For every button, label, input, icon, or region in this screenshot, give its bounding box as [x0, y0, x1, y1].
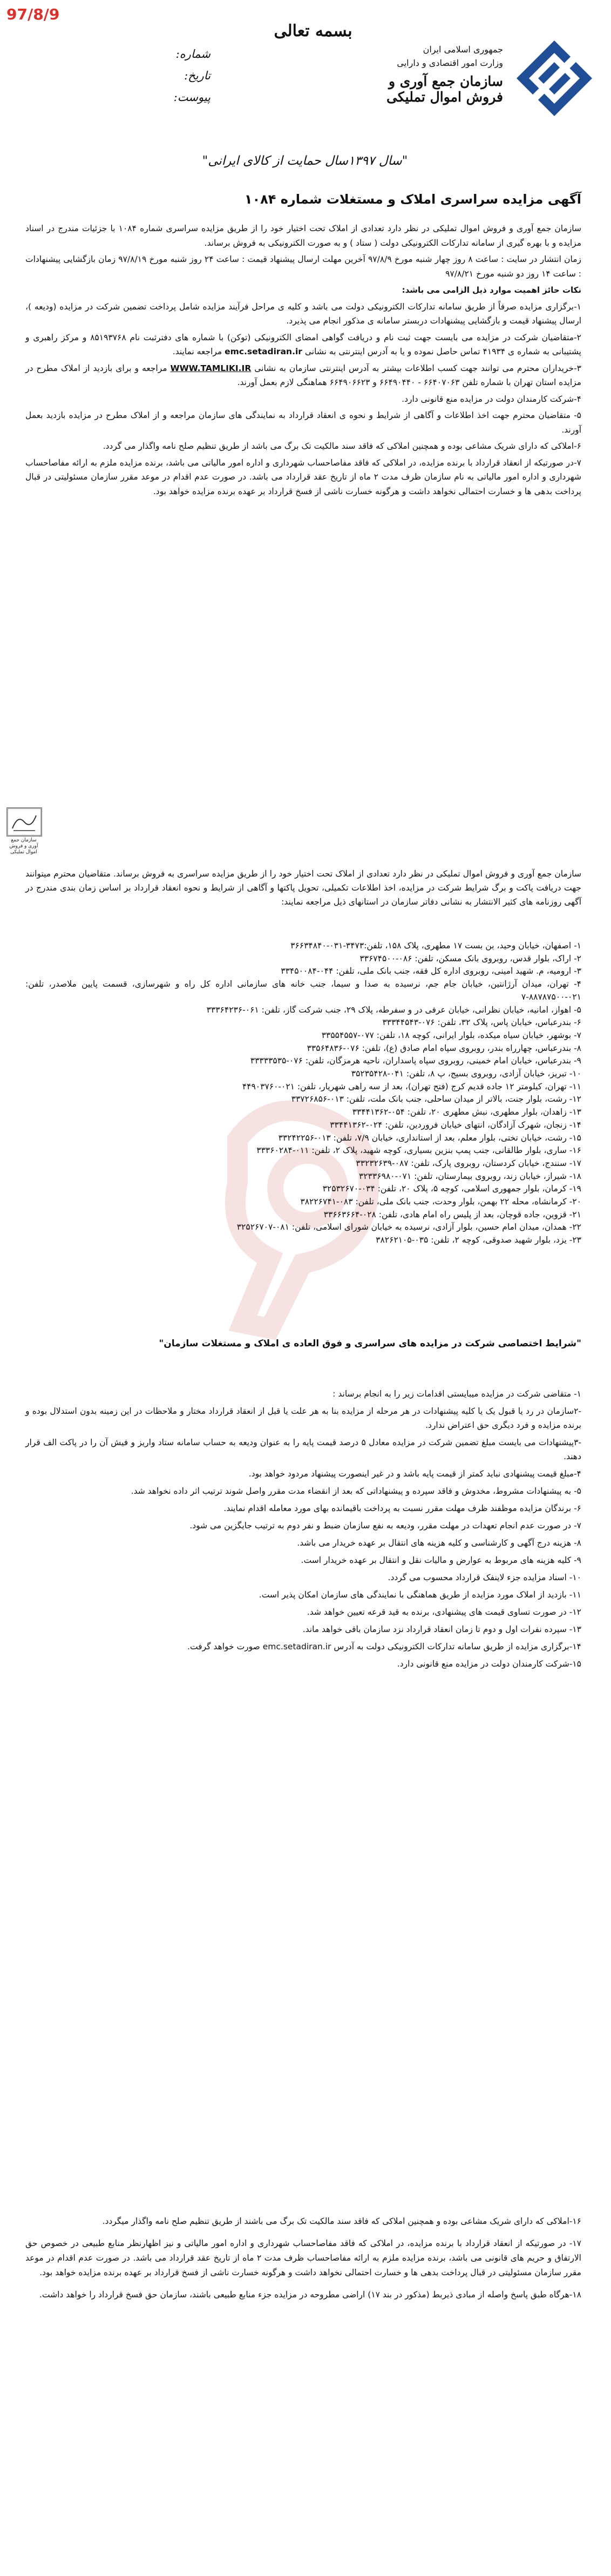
organization-logo-icon [514, 38, 595, 119]
organization-name-block [368, 44, 503, 105]
office-address-item: ۲۱- قزوین، جاده قوچان، بعد از پلیس راه امام هادی، تلفن: ۰۲۸-۳۳۶۶۳۶۶۴ [323, 1209, 581, 1219]
body-paragraph: سازمان جمع آوری و فروش اموال تملیکی در نظر دارد تعدادی از املاک تحت اختیار خود را از طریق مزایده سراسری شماره ۱۰۸۴ با جزئیات مندرج در اسناد مزایده و با بهره گیری از سامانه تدارکات الکترونیکی دولت ( ستاد ) و به صورت الکترونیکی به فروش برساند. [25, 224, 582, 248]
note-item: ۴-شرکت کارمندان دولت در مزایده منع قانونی دارد. [402, 394, 581, 404]
note-item [25, 331, 581, 359]
condition-item: ۱۱- بازدید از املاک مورد مزایده از طریق هماهنگی با نمایندگی های سازمان امکان پذیر است. [259, 1590, 581, 1600]
office-address-item: ۴- تهران، میدان آرژانتین، خیابان جام جم، نرسیده به صدا و سیما، جنب خانه های سازمانی اداره کل راه و شهرسازی، قسمت پایین ملاصدر، تلفن: ۰۲۱-۸۸۷۸۷۵۰۰-۷ [25, 979, 581, 1002]
organization-header [368, 32, 595, 135]
note-text: مراجعه و برای بازدید از املاک مطرح در مزایده استان تهران با شماره تلفن ۶۶۴۰۷۰۶۳ - ۶۶۴۹۰۴۴۰ و ۶۶۴۹۰۶۶۲۳ هماهنگی لازم بعمل آورند. [25, 363, 581, 387]
note-text: مراجعه نمایند. [172, 347, 222, 356]
announcement-body [25, 221, 581, 501]
office-address-item: ۲۰- کرمانشاه، محله ۲۲ بهمن، بلوار وحدت، جنب بانک ملی، تلفن: ۰۸۳-۳۸۲۲۶۷۴۱ [300, 1197, 581, 1207]
letter-number-label: شماره: [175, 48, 211, 60]
office-address-item: ۳- ارومیه، م. شهید امینی، روبروی اداره کل فقه، جنب بانک ملی، تلفن: ۰۴۴-۳۳۴۵۰۰۸۴ [281, 966, 581, 976]
condition-item: ۱۷- در صورتیکه از انعقاد قرارداد با برنده مزایده، در املاکی که فاقد مفاصاحساب شهرداری و اداره امور مالیاتی و نیز اظهارنظر منابع طبیعی در خصوص حق الارتفاق و حریم های قانونی می باشد، برنده مزایده ملزم به ارائه مفاصاحساب ظرف مدت ۲ ماه از تاریخ عقد قرارداد می باشد. در صورت عدم اقدام در موعد مقرر سازمان مسئولیتی در قبال پرداخت بدهی ها و خسارت احتمالی نخواهد داشت و هرگونه خسارت ناشی از فسخ قرارداد بر عهده برنده مزایده خواهد بود. [25, 2238, 581, 2277]
additional-conditions-list [25, 2214, 581, 2310]
office-address-item: ۱۲- رشت، بلوار جنت، بالاتر از میدان ساحلی، جنب بانک ملت، تلفن: ۰۱۳-۳۳۷۲۶۸۵۶ [291, 1094, 581, 1104]
letter-date-label: تاریخ: [184, 69, 211, 82]
office-address-item: ۶- بندرعباس، خیابان پاس، پلاک ۳۲، تلفن: ۰۷۶-۳۳۳۴۴۵۴۳ [382, 1017, 581, 1028]
office-address-item: ۱۰- تبریز، خیابان آزادی، روبروی بسیج، پ ۸، تلفن: ۰۴۱-۳۵۲۳۵۴۲۸ [351, 1069, 581, 1079]
note-item: ۵- متقاضیان محترم جهت اخذ اطلاعات و آگاهی از شرایط و نحوه ی انعقاد قرارداد به نمایندگی های سازمان مراجعه و از املاک مطرح در مزایده بازدید بعمل آورند. [25, 410, 581, 435]
basmala-heading: بسمه تعالی [274, 22, 352, 41]
condition-item: ۱۵-شرکت کارمندان دولت در مزایده منع قانونی دارد. [397, 1659, 581, 1669]
office-address-item: ۹- بندرعباس، خیابان امام خمینی، روبروی سپاه پاسداران، ناحیه هرمزگان، تلفن: ۰۷۶-۳۳۳۳۳۵۳۵ [250, 1056, 581, 1066]
condition-item: ۶- برندگان مزایده موظفند ظرف مهلت مقرر نسبت به پرداخت باقیمانده بهای مورد معامله اقدام نمایند. [223, 1503, 581, 1513]
corner-date: 97/8/9 [6, 5, 60, 23]
condition-item: ۱۲- در صورت تساوی قیمت های پیشنهادی، برنده به قید قرعه تعیین خواهد شد. [307, 1607, 581, 1617]
office-address-item: ۸- بندرعباس، چهارراه بندر، روبروی سپاه امام صادق (ع)، تلفن: ۰۷۶-۳۳۵۶۴۸۳۶ [307, 1043, 581, 1053]
body-paragraph: زمان انتشار در سایت : ساعت ۸ روز چهار شنبه مورخ ۹۷/۸/۹ آخرین مهلت ارسال پیشنهاد قیمت : ساعت ۲۴ روز شنبه مورخ ۹۷/۸/۱۹ زمان بازگشایی پیشنهادات : ساعت ۱۴ روز دو شنبه مورخ ۹۷/۸/۲۱ [25, 254, 581, 279]
condition-item: ۱۶-املاکی که دارای شریک مشاعی بوده و همچنین املاکی که فاقد سند مالکیت تک برگ می باشند از طریق تنظیم صلح نامه واگذار میگردد. [102, 2216, 581, 2226]
note-item [25, 361, 581, 390]
condition-item: -۳پیشنهادات می بایست مبلغ تضمین شرکت در مزایده معادل ۵ درصد قیمت پایه را به عنوان ودیعه به حساب سامانه ستاد واریز و فیش آن را در پاکت الف قرار دهند. [25, 1438, 582, 1461]
office-address-item: ۱۸- شیراز، خیابان زند، روبروی بیمارستان، تلفن: ۰۷۱-۳۲۳۳۶۹۸۰ [359, 1171, 581, 1181]
office-address-item: ۱- اصفهان، خیابان وحید، بن بست ۱۷ مطهری، پلاک ۱۵۸، تلفن:۳۴۷۳-۰۳۱-۳۶۶۳۴۸۴۰ [290, 941, 581, 950]
condition-item: -۲سازمان در رد یا قبول یک یا کلیه پیشنهادات در هر مرحله از مزایده بنا به هر علت یا قبل از انعقاد قرارداد مختار و ملاحظات در این زمینه بدون استدلال بوده و برنده مزایده و فرد دیگری حق اعتراض ندارد. [25, 1406, 581, 1430]
announcement-title: آگهی مزایده سراسری املاک و مستغلات شماره ۱۰۸۴ [244, 192, 581, 207]
special-conditions-title: "شرایط اختصاصی شرکت در مزایده های سراسری و فوق العاده ی املاک و مستغلات سازمان" [159, 1338, 581, 1349]
office-address-list [25, 940, 581, 1247]
stamp-logo-text: سازمان جمع آوری و فروش اموال تملیکی [9, 838, 38, 855]
special-conditions-list [25, 1387, 581, 1674]
condition-item: ۹- کلیه هزینه های مربوط به عوارض و مالیات نقل و انتقال بر عهده خریدار است. [301, 1555, 581, 1565]
office-address-item: ۲۲- همدان، میدان امام حسین، بلوار آزادی، نرسیده به خیابان شورای اسلامی، تلفن: ۰۸۱-۳۲۵۲۶۷۰۷ [236, 1222, 581, 1232]
office-address-item: ۱۶- ساری، بلوار طالقانی، جنب پمپ بنزین بسیاری، کوچه شهید، پلاک ۲، تلفن: ۰۱۱-۳۳۳۶۰۲۸۴ [256, 1145, 581, 1156]
note-item: ۱-برگزاری مزایده صرفاً از طریق سامانه تدارکات الکترونیکی دولت می باشد و کلیه ی مراحل فرآیند مزایده شامل پرداخت تضمین شرکت در مزایده (ودیعه )، ارسال پیشنهاد قیمت و بازگشایی پیشنهادات دربستر سامانه ی مذکور انجام می پذیرد. [25, 301, 581, 326]
year-motto: "سال ۱۳۹۷سال حمایت از کالای ایرانی" [202, 154, 408, 168]
condition-item: ۷- در صورت عدم انجام تعهدات در مهلت مقرر، ودیعه به نفع سازمان ضبط و نفر دوم به ترتیب جایگزین می شود. [189, 1521, 581, 1530]
condition-item: ۴-مبلغ قیمت پیشنهادی نباید کمتر از قیمت پایه باشد و در غیر اینصورت پیشنهاد مردود خواهد بود. [248, 1469, 581, 1479]
org-line-ministry: وزارت امور اقتصادی و دارایی [397, 58, 503, 68]
condition-item: ۱۰- اسناد مزایده جزء لاینفک قرارداد محسوب می گردد. [388, 1573, 581, 1582]
stamp-logo-icon [6, 807, 42, 837]
condition-item: ۱۳- سپرده نفرات اول و دوم تا زمان انعقاد قرارداد نزد سازمان باقی خواهد ماند. [302, 1624, 581, 1634]
letter-meta-fields [103, 43, 211, 108]
office-address-item: ۱۵- رشت، خیابان تختی، بلوار معلم، بعد از استانداری، خیابان ۷/۹، تلفن: ۰۱۳-۳۳۲۴۲۲۵۶ [278, 1132, 581, 1143]
condition-item: ۱۸-هرگاه طبق پاسخ واصله از مبادی ذیربط (مذکور در بند ۱۷) اراضی مطروحه در مزایده جزء منابع طبیعی باشند، سازمان حق فسخ قرارداد را خواهد داشت. [39, 2290, 581, 2299]
office-address-item: ۵- اهواز، امانیه، خیابان نظرانی، خیابان عرفی در و سفرطه، پلاک ۲۹، جنب شرکت گاز، تلفن: ۰۶۱-۳۳۳۶۴۲۳۶ [206, 1004, 581, 1015]
org-line-republic: جمهوری اسلامی ایران [423, 44, 503, 55]
note-text: ۲-متقاضیان شرکت در مزایده می بایست جهت ثبت نام و دریافت گواهی امضای الکترونیکی (توکن) با شماره های دفترثبت نام ۸۵۱۹۳۷۶۸ و مرکز راهبری و پشتیبانی به شماره ی ۴۱۹۳۴ تماس حاصل نموده و یا به آدرس اینترنتی به نشانی [25, 332, 581, 356]
office-address-item: ۱۴- زنجان، شهرک آزادگان، انتهای خیابان فروردین، تلفن: ۰۲۴-۳۳۴۴۱۳۶۲ [330, 1120, 581, 1130]
condition-item: ۵- به پیشنهادات مشروط، مخدوش و فاقد سپرده و پیشنهاداتی که بعد از انقضاء مدت مقرر واصل شوند ترتیب اثر داده نخواهد شد. [131, 1486, 581, 1496]
office-address-item: ۱۱- تهران، کیلومتر ۱۲ جاده قدیم کرج (فتح تهران)، بعد از سه راهی شهریار، تلفن: ۰۲۱-۴۴۹۰۳۷۶۰ [242, 1081, 581, 1091]
office-address-item: ۱۳- زاهدان، بلوار مطهری، نبش مطهری ۲۰، تلفن: ۰۵۴-۳۳۴۴۱۳۶۲ [352, 1107, 581, 1117]
intro-paragraph: سازمان جمع آوری و فروش اموال تملیکی در نظر دارد تعدادی از املاک تحت اختیار خود را از طریق مزایده سراسری به فروش برساند. متقاضیان محترم میتوانند جهت دریافت پاکت و برگ شرایط شرکت در مزایده، اخذ اطلاعات تکمیلی، تحویل پاکتها و آگاهی از شرایط و نحوه انعقاد قرارداد بر اساس زمان بندی مندرج در آگهی روزنامه های کثیر الانتشار به نشانی دفاتر سازمان در استانهای ذیل مراجعه نمایند: [25, 869, 581, 907]
note-item: ۶-املاکی که دارای شریک مشاعی بوده و همچنین املاکی که فاقد سند مالکیت تک برگ می باشد از طریق تنظیم صلح نامه واگذار می گردد. [103, 441, 581, 451]
office-address-item: ۲۳- یزد، بلوار شهید صدوقی، کوچه ۲، تلفن: ۰۳۵-۳۸۲۶۲۱۰۵ [376, 1235, 581, 1245]
organization-stamp-logo [6, 807, 41, 855]
office-address-item: ۷- بوشهر، خیابان سیاه میکده، بلوار ایرانی، کوچه ۱۸، تلفن: ۰۷۷-۳۳۵۵۴۵۵۷ [321, 1030, 581, 1040]
letter-attachment-label: پیوست: [173, 91, 211, 104]
notes-subheading: نکات حائز اهمیت موارد ذیل الزامی می باشد: [402, 285, 581, 295]
condition-item: ۱- متقاضی شرکت در مزایده میبایستی اقدامات زیر را به انجام برساند : [332, 1389, 581, 1399]
tamliki-link[interactable]: WWW.TAMLIKI.IR [170, 363, 252, 373]
note-text: ۳-خریداران محترم می توانند جهت کسب اطلاعات بیشتر به آدرس اینترنتی سازمان به نشانی [254, 363, 581, 373]
office-address-item: ۲- اراک، بلوار قدس، روبروی بانک مسکن، تلفن: ۰۸۶-۳۳۶۷۴۵۰۰ [359, 953, 581, 963]
office-address-item: ۱۹- کرمان، بلوار جمهوری اسلامی، کوچه ۵، پلاک ۲۰، تلفن: ۰۳۴-۳۲۵۳۲۶۷۰ [322, 1184, 581, 1194]
condition-item: ۱۴-برگزاری مزایده از طریق سامانه تدارکات الکترونیکی دولت به آدرس emc.setadiran.ir صورت خواهد گرفت. [187, 1642, 581, 1651]
announcement-page-1 [0, 0, 611, 767]
org-line-organization: سازمان جمع آوری و فروش اموال تملیکی [386, 73, 503, 105]
condition-item: ۸- هزینه درج آگهی و کارشناسی و کلیه هزینه های انتقال بر عهده خریدار می باشد. [297, 1538, 581, 1548]
page2-intro [25, 867, 581, 909]
announcement-page-2 [0, 767, 611, 2576]
setad-link[interactable]: emc.setadiran.ir [225, 347, 302, 356]
office-address-item: ۱۷- سنندج، خیابان کردستان، روبروی پارک، تلفن: ۰۸۷-۳۳۲۳۲۶۳۹ [356, 1158, 581, 1168]
note-item: ۷-در صورتیکه از انعقاد قرارداد با برنده مزایده، در املاکی که فاقد مفاصاحساب شهرداری و اداره امور مالیاتی می باشد، برنده مزایده ملزم به ارائه مفاصاحساب شهرداری و اداره امور مالیاتی به نام سازمان ظرف مدت ۲ ماه از تاریخ عقد قرارداد می باشد. در صورت عدم اقدام در موعد مقرر سازمان مسئولیتی در قبال پرداخت بدهی ها و خسارت احتمالی نخواهد داشت و هرگونه خسارت ناشی از فسخ قرارداد بر عهده برنده مزایده خواهد بود. [25, 457, 582, 496]
